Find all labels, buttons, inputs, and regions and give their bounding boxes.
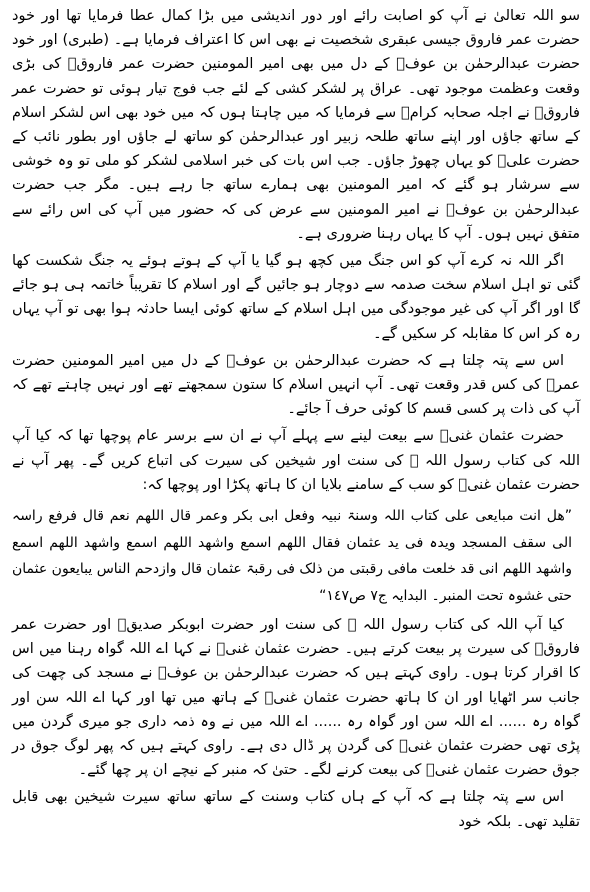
paragraph-3: اس سے پتہ چلتا ہے کہ حضرت عبدالرحمٰن بن عوفؓ کے دل میں امیر المومنین حضرت عمرؓ کی کس قدر وقعت تھی۔ آپ انہیں اسلام کا ستون سمجھتے تھے اور نہیں چاہتے تھے کہ آپ کی ذات پر کسی قسم کا کوئی حرف آ جائے۔ [12,352,580,418]
paragraph-5: کیا آپ اللہ کی کتاب رسول اللہ ﷺ کی سنت اور حضرت ابوبکر صدیقؓ اور حضرت عمر فاروقؓ کی سیرت پر بیعت کرتے ہیں۔ حضرت عثمان غنیؓ نے کہا اے اللہ گواہ رہنا میں اس کا اقرار کرتا ہوں۔ راوی کہتے ہیں کہ حضرت عبدالرحمٰن بن عوفؓ نے مسجد کی چھت کی جانب سر اٹھایا اور ان کا ہاتھ حضرت عثمان غنیؓ کے ہاتھ میں تھا اور کہا اے اللہ سن اور گواہ رہ ...... اے اللہ سن اور گواہ رہ ...... اے اللہ میں نے وہ ذمہ داری جو میری گردن میں پڑی تھی حضرت عثمان غنیؓ کی گردن پر ڈال دی ہے۔ راوی کہتے ہیں کہ پھر لوگ جوق در جوق حضرت عثمان غنیؓ کی بیعت کرنے لگے۔ حتیٰ کہ منبر کے نیچے ان پر چھا گئے۔ [12,617,580,779]
paragraph-6: اس سے پتہ چلتا ہے کہ آپ کے ہاں کتاب وسنت کے ساتھ ساتھ سیرت شیخین بھی قابل تقلید تھی۔ بلکہ خود [12,789,580,830]
paragraph-4: حضرت عثمان غنیؓ سے بیعت لینے سے پہلے آپ نے ان سے برسر عام پوچھا تھا کہ کیا آپ اللہ کی کتاب رسول اللہ ﷺ کی سنت اور شیخین کی سیرت کی اتباع کریں گے۔ پھر آپ نے حضرت عثمان غنیؓ کو سب کے سامنے بلایا ان کا ہاتھ پکڑا اور پوچھا کہ: [12,428,580,493]
arabic-quotation: ”ھل انت مبایعی علی کتاب اللہ وسنۃ نبیہ وفعل ابی بکر وعمر قال اللھم نعم قال فرفع راسہ الی سقف المسجد ویدہ فی ید عثمان فقال اللھم اسمع واشھد اللھم اسمع واشھد اللھم اسمع واشھد اللھم انی قد خلعت مافی رقبتی من ذلک فی رقبۃ عثمان قال وازدحم الناس یبایعون عثمان حتی غشوہ تحت المنبر۔ البدایہ ج٧ ص١٤٧“ [12,508,572,604]
paragraph-1: سو اللہ تعالیٰ نے آپ کو اصابت رائے اور دور اندیشی میں بڑا کمال عطا فرمایا تھا اور خود حضرت عمر فاروق جیسی عبقری شخصیت نے بھی اس کا اعتراف فرمایا ہے۔ (طبری) اور خود حضرت عبدالرحمٰن بن عوفؓ کے دل میں بھی امیر المومنین حضرت عمر فاروقؓ کی بڑی وقعت وعظمت موجود تھی۔ عراق پر لشکر کشی کے لئے جب فوج تیار ہوئی تو حضرت عمر فاروقؓ نے اجلہ صحابہ کرامؓ سے فرمایا کہ میں چاہتا ہوں کہ میں خود بھی اس لشکر اسلام کے ساتھ جاؤں اور اپنے ساتھ طلحہ زبیر اور عبدالرحمٰن کو ساتھ لے جاؤں اور بطور نائب کے حضرت علیؓ کو یہاں چھوڑ جاؤں۔ جب اس بات کی خبر اسلامی لشکر کو ملی تو وہ خوشی سے سرشار ہو گئے کہ امیر المومنین بھی ہمارے ساتھ جا رہے ہیں۔ مگر جب حضرت عبدالرحمٰن بن عوفؓ نے امیر المومنین سے عرض کی کہ حضور میں آپ کی اس رائے سے متفق نہیں ہوں۔ آپ کا یہاں رہنا ضروری ہے۔ [12,8,580,242]
paragraph-2: اگر اللہ نہ کرے آپ کو اس جنگ میں کچھ ہو گیا یا آپ کے ہوتے ہوئے یہ جنگ شکست کھا گئی تو اہل اسلام سخت صدمہ سے دوچار ہو جائیں گے اور اسلام کا تقریباً خاتمہ ہی ہو جائے گا اور اگر آپ کی غیر موجودگی میں اہل اسلام کے ساتھ کوئی ایسا حادثہ ہوا بھی تو آپ یہاں رہ کر اس کا مقابلہ کر سکیں گے۔ [12,253,580,342]
